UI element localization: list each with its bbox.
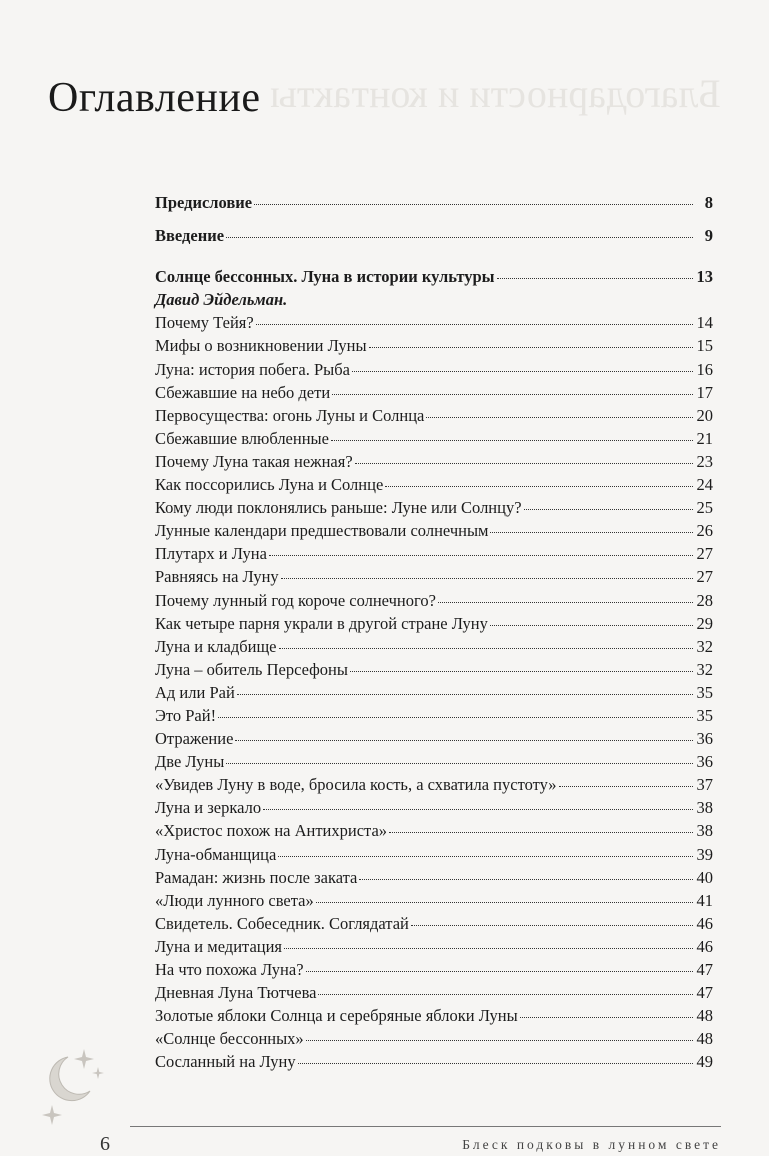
dot-leader (281, 578, 693, 579)
toc-entry-label: Луна и медитация (155, 936, 283, 956)
dot-leader (331, 440, 693, 441)
toc-entry (155, 729, 713, 752)
toc-entry-label: Плутарх и Луна (155, 544, 267, 564)
toc-entry-page: 26 (696, 521, 713, 541)
toc-entry-label: Давид Эйдельман. (155, 290, 288, 310)
toc-entry-page: 46 (696, 913, 713, 933)
toc-entry-page: 35 (696, 682, 713, 702)
toc-entry (155, 891, 713, 914)
toc-entry-page: 27 (696, 544, 713, 564)
toc-entry (155, 544, 713, 567)
toc-entry-page: 17 (696, 382, 713, 402)
dot-leader (218, 717, 693, 718)
dot-leader (332, 394, 693, 395)
dot-leader (306, 971, 693, 972)
toc-entry-label: Сбежавшие влюбленные (155, 428, 329, 448)
toc-entry-label: Сосланный на Луну (155, 1052, 296, 1072)
toc-entry-page: 32 (696, 659, 713, 679)
toc-entry-label: Как четыре парня украли в другой стране Луну (155, 613, 488, 633)
toc-entry-label: Мифы о возникновении Луны (155, 336, 367, 356)
toc-entry-page: 23 (696, 451, 713, 471)
toc-entry (155, 336, 713, 359)
dot-leader (355, 463, 693, 464)
toc-entry-page: 20 (696, 405, 713, 425)
toc-entry-label: Предисловие (155, 193, 253, 212)
toc-entry-label: Почему Тейя? (155, 313, 254, 333)
toc-entry-page: 38 (696, 821, 713, 841)
toc-entry-page: 21 (696, 428, 713, 448)
dot-leader (359, 879, 693, 880)
toc-entry-page: 24 (696, 475, 713, 495)
toc-spacer (155, 249, 713, 267)
dot-leader (369, 347, 693, 348)
toc-entry-page: 27 (696, 567, 713, 587)
toc-entry-page: 40 (696, 867, 713, 887)
toc-entry-label: Луна и зеркало (155, 798, 262, 818)
dot-leader (263, 809, 693, 810)
toc-entry-page: 39 (696, 844, 713, 864)
dot-leader (352, 371, 693, 372)
dot-leader (497, 278, 693, 279)
toc-entry-label: «Люди лунного света» (155, 890, 314, 910)
toc-entry (155, 1006, 713, 1029)
dot-leader (278, 856, 693, 857)
dot-leader (226, 237, 693, 238)
dot-leader (389, 832, 693, 833)
toc-entry (155, 798, 713, 821)
toc-entry (155, 498, 713, 521)
toc-entry-page: 41 (696, 890, 713, 910)
toc-entry (155, 290, 713, 313)
toc-entry-label: Первосущества: огонь Луны и Солнца (155, 405, 425, 425)
toc-entry (155, 983, 713, 1006)
toc-entry (155, 821, 713, 844)
dot-leader (385, 486, 693, 487)
page-number: 6 (100, 1133, 110, 1155)
toc-entry-label: Свидетель. Собеседник. Соглядатай (155, 913, 409, 933)
footer-rule (130, 1126, 721, 1127)
dot-leader (438, 602, 693, 603)
toc-entry-page: 28 (696, 590, 713, 610)
dot-leader (411, 925, 693, 926)
dot-leader (235, 740, 693, 741)
toc-entry-page: 48 (696, 1006, 713, 1026)
toc-entry-label: «Увидев Луну в воде, бросила кость, а схватила пустоту» (155, 775, 557, 795)
toc-entry (155, 706, 713, 729)
dot-leader (298, 1063, 693, 1064)
toc-entry (155, 614, 713, 637)
toc-entry-page: 35 (696, 705, 713, 725)
toc-entry (155, 406, 713, 429)
toc-entry-label: Кому люди поклонялись раньше: Луне или Солнцу? (155, 498, 522, 518)
toc-entry (155, 452, 713, 475)
toc-spacer (155, 216, 713, 226)
toc-entry (155, 360, 713, 383)
toc-entry-label: На что похожа Луна? (155, 960, 304, 979)
toc-entry (155, 226, 713, 249)
dot-leader (237, 694, 693, 695)
dot-leader (284, 948, 693, 949)
dot-leader (226, 763, 693, 764)
dot-leader (426, 417, 693, 418)
toc-entry-label: Луна: история побега. Рыба (155, 359, 350, 379)
toc-entry-label: Дневная Луна Тютчева (155, 983, 317, 1003)
toc-entry (155, 752, 713, 775)
toc-entry-label: Это Рай! (155, 705, 217, 725)
toc-entry-label: Ад или Рай (155, 682, 235, 702)
toc-entry-page: 16 (696, 359, 713, 379)
toc-entry (155, 267, 713, 290)
toc-entry-label: Лунные календари предшествовали солнечным (155, 521, 489, 541)
dot-leader (269, 555, 693, 556)
dot-leader (279, 648, 694, 649)
toc-entry-page: 47 (696, 983, 713, 1003)
toc-entry (155, 1029, 713, 1052)
dot-leader (306, 1040, 693, 1041)
running-title: Блеск подковы в лунном свете (462, 1137, 721, 1152)
toc-entry-label: Луна и кладбище (155, 636, 277, 656)
toc-entry-page: 29 (696, 613, 713, 633)
toc-entry-page: 36 (696, 729, 713, 749)
toc-entry-label: Луна – обитель Персефоны (155, 659, 348, 679)
toc-entry (155, 914, 713, 937)
toc-entry-page: 37 (696, 775, 713, 795)
dot-leader (490, 625, 693, 626)
dot-leader (316, 902, 693, 903)
toc-entry (155, 193, 713, 216)
show-through-text: Благодарности и контакты (270, 71, 721, 116)
toc-entry-page: 47 (696, 960, 713, 979)
dot-leader (350, 671, 693, 672)
toc-entry-page: 46 (696, 936, 713, 956)
toc-entry-label: Введение (155, 226, 225, 246)
toc-entry-label: «Солнце бессонных» (155, 1029, 304, 1049)
toc-entry (155, 683, 713, 706)
toc-entry-label: Сбежавшие на небо дети (155, 382, 331, 402)
toc-entry-label: Две Луны (155, 752, 225, 772)
toc-entry-label: «Христос похож на Антихриста» (155, 821, 388, 841)
toc-entry-label: Почему лунный год короче солнечного? (155, 590, 436, 610)
toc-entry-label: Солнце бессонных. Луна в истории культуры (155, 267, 495, 287)
dot-leader (524, 509, 693, 510)
toc-entry (155, 475, 713, 498)
toc-entry-label: Золотые яблоки Солнца и серебряные яблоки Луны (155, 1006, 518, 1026)
toc-entry (155, 383, 713, 406)
toc-entry-page: 36 (696, 752, 713, 772)
toc-entry (155, 960, 713, 983)
toc-entry-page: 25 (696, 498, 713, 518)
toc-entry-page: 48 (696, 1029, 713, 1049)
toc-entry-page: 14 (696, 313, 713, 333)
toc-entry-label: Рамадан: жизнь после заката (155, 867, 358, 887)
dot-leader (559, 786, 693, 787)
toc-entry (155, 1052, 713, 1075)
toc-entry (155, 637, 713, 660)
toc-entry-page: 38 (696, 798, 713, 818)
toc-entry (155, 429, 713, 452)
toc-entry (155, 521, 713, 544)
toc-entry (155, 775, 713, 798)
toc-entry-label: Отражение (155, 729, 234, 749)
page-title: Оглавление (48, 75, 261, 121)
toc-entry (155, 660, 713, 683)
dot-leader (318, 994, 693, 995)
toc-entry (155, 567, 713, 590)
table-of-contents (155, 193, 713, 1075)
dot-leader (490, 532, 693, 533)
toc-entry (155, 845, 713, 868)
toc-entry-page: 13 (696, 267, 713, 287)
toc-entry-page: 15 (696, 336, 713, 356)
dot-leader (256, 324, 693, 325)
toc-entry-label: Почему Луна такая нежная? (155, 451, 353, 471)
toc-entry-label: Равняясь на Луну (155, 567, 279, 587)
toc-entry (155, 868, 713, 891)
dot-leader (254, 204, 693, 205)
toc-entry-page: 9 (704, 226, 713, 246)
toc-entry-page: 32 (696, 636, 713, 656)
toc-entry-label: Как поссорились Луна и Солнце (155, 475, 384, 495)
toc-entry-page: 8 (704, 193, 713, 212)
toc-entry-label: Луна-обманщица (155, 844, 277, 864)
toc-entry (155, 937, 713, 960)
toc-entry (155, 591, 713, 614)
toc-entry (155, 313, 713, 336)
moon-stars-icon (40, 1045, 110, 1129)
toc-entry-page: 49 (696, 1052, 713, 1072)
dot-leader (520, 1017, 693, 1018)
